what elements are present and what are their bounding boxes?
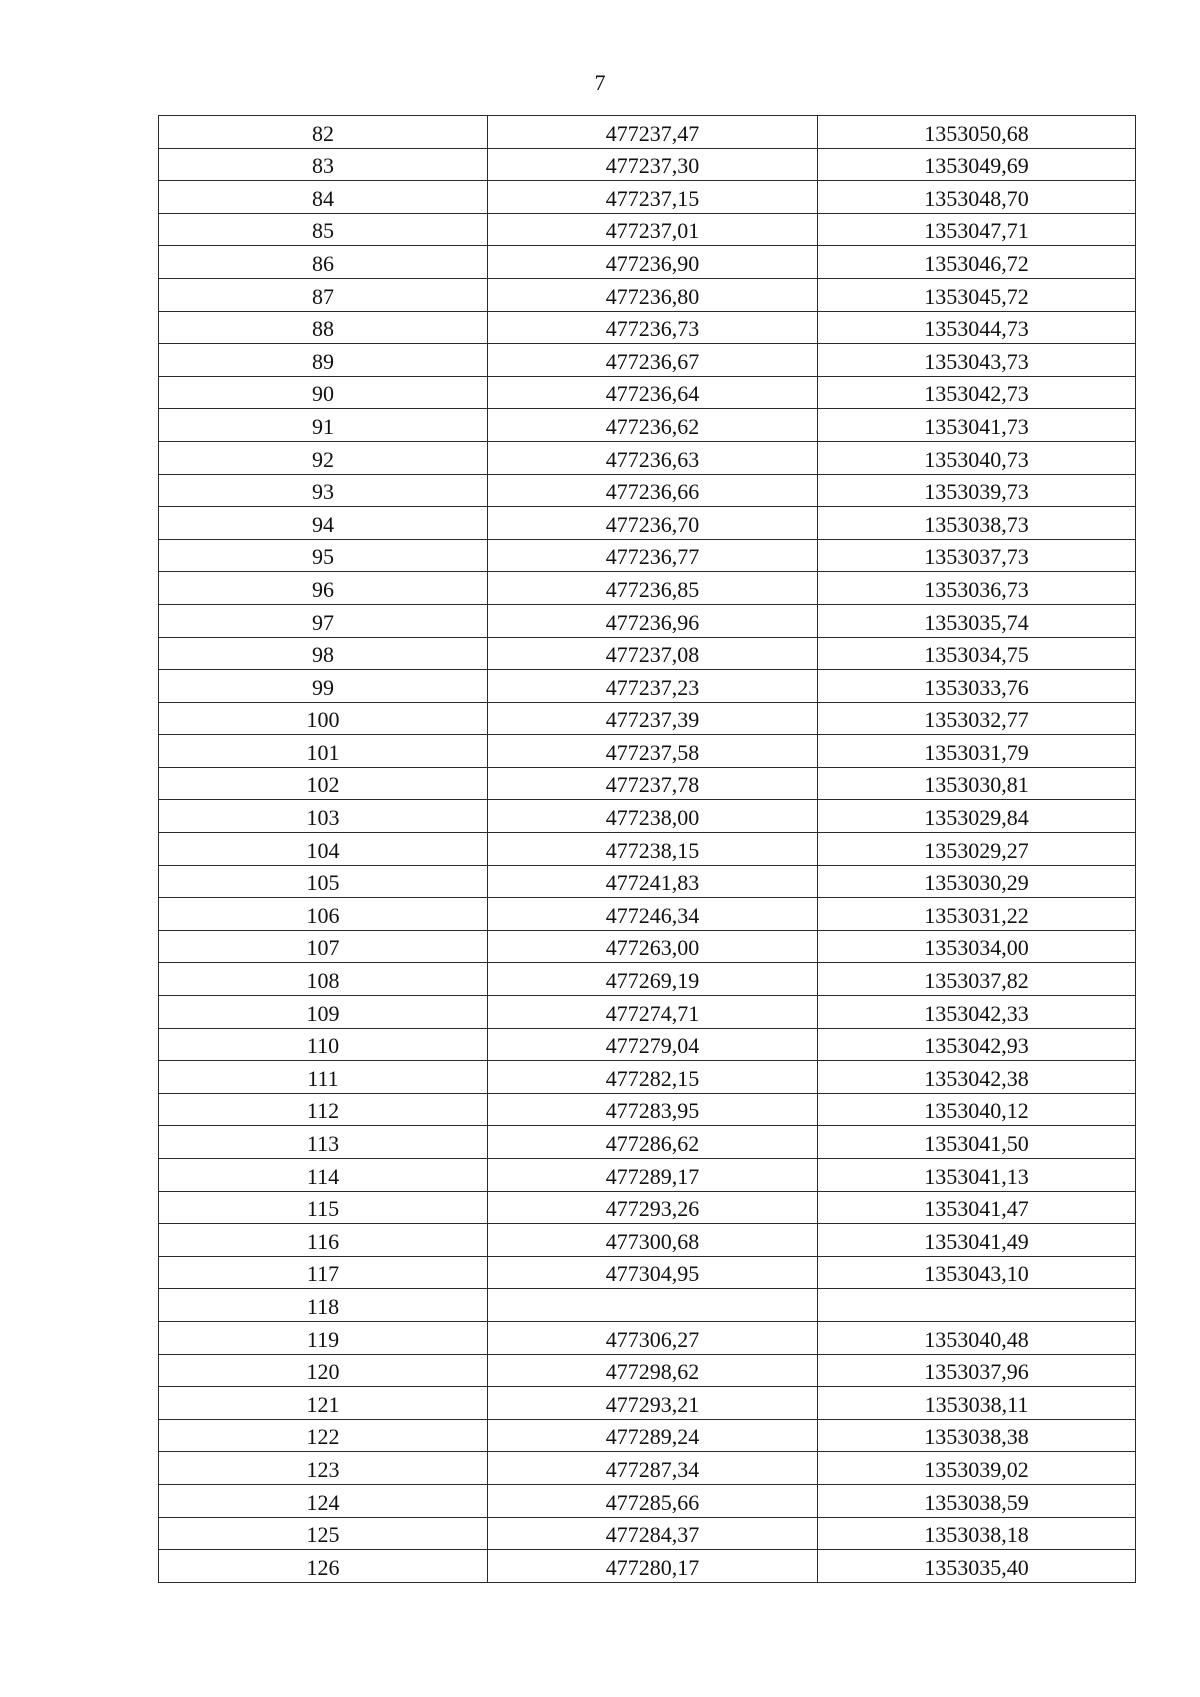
point-number-cell: 125 [159, 1517, 488, 1550]
x-coordinate-cell: 477236,80 [488, 278, 818, 311]
x-coordinate-cell: 477283,95 [488, 1093, 818, 1126]
y-coordinate-cell: 1353041,47 [818, 1191, 1136, 1224]
table-row [159, 539, 1136, 572]
y-coordinate-cell: 1353034,00 [818, 930, 1136, 963]
y-coordinate-cell: 1353033,76 [818, 670, 1136, 703]
x-coordinate-cell: 477237,47 [488, 116, 818, 149]
point-number-cell: 87 [159, 278, 488, 311]
y-coordinate-cell: 1353044,73 [818, 311, 1136, 344]
point-number-cell: 108 [159, 963, 488, 996]
x-coordinate-cell: 477287,34 [488, 1452, 818, 1485]
x-coordinate-cell: 477236,90 [488, 246, 818, 279]
y-coordinate-cell: 1353038,73 [818, 507, 1136, 540]
point-number-cell: 91 [159, 409, 488, 442]
x-coordinate-cell: 477263,00 [488, 930, 818, 963]
point-number-cell: 112 [159, 1093, 488, 1126]
y-coordinate-cell: 1353041,73 [818, 409, 1136, 442]
table-row [159, 898, 1136, 931]
y-coordinate-cell: 1353038,11 [818, 1387, 1136, 1420]
point-number-cell: 96 [159, 572, 488, 605]
x-coordinate-cell: 477282,15 [488, 1061, 818, 1094]
point-number-cell: 122 [159, 1419, 488, 1452]
point-number-cell: 94 [159, 507, 488, 540]
table-row [159, 702, 1136, 735]
table-row [159, 604, 1136, 637]
x-coordinate-cell: 477274,71 [488, 996, 818, 1029]
y-coordinate-cell: 1353042,33 [818, 996, 1136, 1029]
table-row [159, 116, 1136, 149]
table-row [159, 1517, 1136, 1550]
x-coordinate-cell: 477238,00 [488, 800, 818, 833]
point-number-cell: 107 [159, 930, 488, 963]
x-coordinate-cell: 477237,58 [488, 735, 818, 768]
table-row [159, 637, 1136, 670]
point-number-cell: 111 [159, 1061, 488, 1094]
point-number-cell: 86 [159, 246, 488, 279]
x-coordinate-cell: 477241,83 [488, 865, 818, 898]
y-coordinate-cell: 1353048,70 [818, 181, 1136, 214]
point-number-cell: 124 [159, 1484, 488, 1517]
point-number-cell: 90 [159, 376, 488, 409]
table-row [159, 148, 1136, 181]
point-number-cell: 101 [159, 735, 488, 768]
point-number-cell: 102 [159, 767, 488, 800]
point-number-cell: 84 [159, 181, 488, 214]
x-coordinate-cell: 477246,34 [488, 898, 818, 931]
point-number-cell: 100 [159, 702, 488, 735]
table-row [159, 311, 1136, 344]
y-coordinate-cell: 1353045,72 [818, 278, 1136, 311]
point-number-cell: 114 [159, 1159, 488, 1192]
y-coordinate-cell: 1353036,73 [818, 572, 1136, 605]
table-row [159, 1484, 1136, 1517]
table-row [159, 1387, 1136, 1420]
y-coordinate-cell: 1353040,73 [818, 441, 1136, 474]
y-coordinate-cell: 1353046,72 [818, 246, 1136, 279]
table-row [159, 1191, 1136, 1224]
y-coordinate-cell: 1353042,93 [818, 1028, 1136, 1061]
point-number-cell: 95 [159, 539, 488, 572]
x-coordinate-cell: 477236,63 [488, 441, 818, 474]
y-coordinate-cell [818, 1289, 1136, 1322]
y-coordinate-cell: 1353042,73 [818, 376, 1136, 409]
y-coordinate-cell: 1353032,77 [818, 702, 1136, 735]
x-coordinate-cell: 477237,01 [488, 213, 818, 246]
y-coordinate-cell: 1353037,73 [818, 539, 1136, 572]
table-row [159, 930, 1136, 963]
x-coordinate-cell: 477285,66 [488, 1484, 818, 1517]
x-coordinate-cell: 477237,23 [488, 670, 818, 703]
table-row [159, 507, 1136, 540]
point-number-cell: 89 [159, 344, 488, 377]
table-row [159, 1028, 1136, 1061]
x-coordinate-cell: 477236,85 [488, 572, 818, 605]
y-coordinate-cell: 1353041,49 [818, 1224, 1136, 1257]
point-number-cell: 106 [159, 898, 488, 931]
coordinates-table [158, 115, 1136, 1583]
x-coordinate-cell: 477236,67 [488, 344, 818, 377]
table-row [159, 1126, 1136, 1159]
table-row [159, 1452, 1136, 1485]
point-number-cell: 126 [159, 1550, 488, 1583]
y-coordinate-cell: 1353040,12 [818, 1093, 1136, 1126]
table-row [159, 963, 1136, 996]
x-coordinate-cell: 477293,21 [488, 1387, 818, 1420]
y-coordinate-cell: 1353039,02 [818, 1452, 1136, 1485]
x-coordinate-cell: 477236,66 [488, 474, 818, 507]
table-row [159, 181, 1136, 214]
y-coordinate-cell: 1353038,38 [818, 1419, 1136, 1452]
point-number-cell: 88 [159, 311, 488, 344]
table-row [159, 735, 1136, 768]
y-coordinate-cell: 1353037,82 [818, 963, 1136, 996]
x-coordinate-cell: 477284,37 [488, 1517, 818, 1550]
point-number-cell: 99 [159, 670, 488, 703]
table-row [159, 572, 1136, 605]
x-coordinate-cell: 477304,95 [488, 1256, 818, 1289]
y-coordinate-cell: 1353049,69 [818, 148, 1136, 181]
x-coordinate-cell: 477269,19 [488, 963, 818, 996]
point-number-cell: 105 [159, 865, 488, 898]
x-coordinate-cell: 477236,77 [488, 539, 818, 572]
point-number-cell: 119 [159, 1321, 488, 1354]
y-coordinate-cell: 1353038,59 [818, 1484, 1136, 1517]
point-number-cell: 98 [159, 637, 488, 670]
y-coordinate-cell: 1353030,81 [818, 767, 1136, 800]
point-number-cell: 113 [159, 1126, 488, 1159]
table-row [159, 1159, 1136, 1192]
x-coordinate-cell: 477236,96 [488, 604, 818, 637]
table-row [159, 767, 1136, 800]
y-coordinate-cell: 1353043,10 [818, 1256, 1136, 1289]
y-coordinate-cell: 1353039,73 [818, 474, 1136, 507]
y-coordinate-cell: 1353035,74 [818, 604, 1136, 637]
x-coordinate-cell: 477298,62 [488, 1354, 818, 1387]
x-coordinate-cell: 477293,26 [488, 1191, 818, 1224]
y-coordinate-cell: 1353042,38 [818, 1061, 1136, 1094]
y-coordinate-cell: 1353031,79 [818, 735, 1136, 768]
y-coordinate-cell: 1353038,18 [818, 1517, 1136, 1550]
x-coordinate-cell: 477286,62 [488, 1126, 818, 1159]
y-coordinate-cell: 1353037,96 [818, 1354, 1136, 1387]
table-row [159, 1550, 1136, 1583]
x-coordinate-cell: 477236,62 [488, 409, 818, 442]
table-row [159, 1419, 1136, 1452]
point-number-cell: 109 [159, 996, 488, 1029]
table-row [159, 1093, 1136, 1126]
point-number-cell: 121 [159, 1387, 488, 1420]
y-coordinate-cell: 1353029,84 [818, 800, 1136, 833]
x-coordinate-cell: 477236,73 [488, 311, 818, 344]
table-row [159, 344, 1136, 377]
point-number-cell: 120 [159, 1354, 488, 1387]
table-row [159, 1289, 1136, 1322]
y-coordinate-cell: 1353034,75 [818, 637, 1136, 670]
x-coordinate-cell: 477280,17 [488, 1550, 818, 1583]
point-number-cell: 117 [159, 1256, 488, 1289]
y-coordinate-cell: 1353041,50 [818, 1126, 1136, 1159]
x-coordinate-cell: 477237,15 [488, 181, 818, 214]
y-coordinate-cell: 1353029,27 [818, 833, 1136, 866]
table-row [159, 376, 1136, 409]
x-coordinate-cell: 477289,17 [488, 1159, 818, 1192]
y-coordinate-cell: 1353050,68 [818, 116, 1136, 149]
point-number-cell: 118 [159, 1289, 488, 1322]
y-coordinate-cell: 1353031,22 [818, 898, 1136, 931]
table-row [159, 409, 1136, 442]
x-coordinate-cell: 477289,24 [488, 1419, 818, 1452]
point-number-cell: 85 [159, 213, 488, 246]
y-coordinate-cell: 1353047,71 [818, 213, 1136, 246]
table-row [159, 833, 1136, 866]
x-coordinate-cell: 477306,27 [488, 1321, 818, 1354]
point-number-cell: 103 [159, 800, 488, 833]
point-number-cell: 93 [159, 474, 488, 507]
y-coordinate-cell: 1353041,13 [818, 1159, 1136, 1192]
coordinates-table-body [159, 116, 1136, 1583]
point-number-cell: 110 [159, 1028, 488, 1061]
table-row [159, 213, 1136, 246]
table-row [159, 1224, 1136, 1257]
table-row [159, 1256, 1136, 1289]
point-number-cell: 116 [159, 1224, 488, 1257]
x-coordinate-cell: 477237,08 [488, 637, 818, 670]
table-row [159, 670, 1136, 703]
point-number-cell: 104 [159, 833, 488, 866]
x-coordinate-cell: 477236,64 [488, 376, 818, 409]
table-row [159, 865, 1136, 898]
table-row [159, 246, 1136, 279]
x-coordinate-cell: 477300,68 [488, 1224, 818, 1257]
point-number-cell: 83 [159, 148, 488, 181]
table-row [159, 1061, 1136, 1094]
point-number-cell: 82 [159, 116, 488, 149]
y-coordinate-cell: 1353043,73 [818, 344, 1136, 377]
x-coordinate-cell: 477238,15 [488, 833, 818, 866]
x-coordinate-cell [488, 1289, 818, 1322]
table-row [159, 474, 1136, 507]
table-row [159, 441, 1136, 474]
x-coordinate-cell: 477236,70 [488, 507, 818, 540]
x-coordinate-cell: 477237,78 [488, 767, 818, 800]
x-coordinate-cell: 477237,30 [488, 148, 818, 181]
table-row [159, 800, 1136, 833]
y-coordinate-cell: 1353040,48 [818, 1321, 1136, 1354]
point-number-cell: 115 [159, 1191, 488, 1224]
table-row [159, 1354, 1136, 1387]
table-row [159, 278, 1136, 311]
y-coordinate-cell: 1353035,40 [818, 1550, 1136, 1583]
table-row [159, 1321, 1136, 1354]
point-number-cell: 123 [159, 1452, 488, 1485]
y-coordinate-cell: 1353030,29 [818, 865, 1136, 898]
point-number-cell: 92 [159, 441, 488, 474]
point-number-cell: 97 [159, 604, 488, 637]
x-coordinate-cell: 477279,04 [488, 1028, 818, 1061]
page-number: 7 [594, 70, 606, 95]
table-row [159, 996, 1136, 1029]
x-coordinate-cell: 477237,39 [488, 702, 818, 735]
